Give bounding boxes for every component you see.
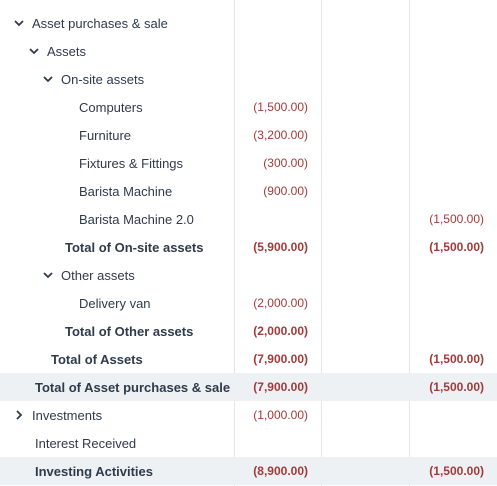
- cell-value[interactable]: (3,200.00): [253, 128, 308, 142]
- table-row-delivery-van: [0, 289, 497, 317]
- cell-value[interactable]: (300.00): [263, 156, 308, 170]
- table-row-interest-received: [0, 429, 497, 457]
- row-label: On-site assets: [61, 71, 145, 87]
- table-row-total-assets: [0, 345, 497, 373]
- cell-value[interactable]: (1,500.00): [429, 240, 484, 254]
- table-row-barista-machine: [0, 177, 497, 205]
- row-label[interactable]: Fixtures & Fittings: [79, 155, 184, 171]
- cell-value[interactable]: (1,500.00): [429, 464, 484, 478]
- row-label: Investments: [32, 407, 103, 423]
- table-row-total-asset-purchases-sale: [0, 373, 497, 401]
- row-label[interactable]: Computers: [79, 99, 143, 115]
- cell-value[interactable]: (1,500.00): [253, 100, 308, 114]
- table-row-asset-purchases-sale: [0, 9, 497, 37]
- table-row-furniture: [0, 121, 497, 149]
- row-label: Investing Activities: [35, 463, 153, 479]
- table-row-computers: [0, 93, 497, 121]
- cell-value[interactable]: (1,500.00): [429, 212, 484, 226]
- cell-value[interactable]: (2,000.00): [253, 296, 308, 310]
- chevron-down-icon[interactable]: [41, 72, 55, 86]
- cell-value[interactable]: (2,000.00): [253, 324, 308, 338]
- table-row-investing-activities: [0, 457, 497, 485]
- table-row-fixtures-fittings: [0, 149, 497, 177]
- row-label: Asset purchases & sale: [32, 15, 168, 31]
- row-label: Other assets: [61, 267, 135, 283]
- table-row-investments: [0, 401, 497, 429]
- chevron-down-icon[interactable]: [41, 268, 55, 282]
- cell-value[interactable]: (1,500.00): [429, 380, 484, 394]
- table-row-other-assets: [0, 261, 497, 289]
- group-toggle-investments[interactable]: [12, 401, 102, 429]
- table-row-assets: [0, 37, 497, 65]
- cell-value[interactable]: (900.00): [263, 184, 308, 198]
- chevron-down-icon[interactable]: [27, 44, 41, 58]
- table-row-on-site-assets: [0, 65, 497, 93]
- row-label[interactable]: Interest Received: [35, 435, 137, 451]
- cell-value[interactable]: (8,900.00): [253, 464, 308, 478]
- table-row-barista-machine-2: [0, 205, 497, 233]
- table-row-total-other-assets: [0, 317, 497, 345]
- group-toggle-assets[interactable]: [27, 37, 86, 65]
- cell-value[interactable]: (1,500.00): [429, 352, 484, 366]
- row-label[interactable]: Delivery van: [79, 295, 151, 311]
- chevron-right-icon[interactable]: [12, 408, 26, 422]
- group-toggle-on-site-assets[interactable]: [41, 65, 144, 93]
- cell-value[interactable]: (7,900.00): [253, 380, 308, 394]
- row-label: Total of On-site assets: [65, 239, 204, 255]
- row-label: Total of Asset purchases & sale: [35, 379, 231, 395]
- row-label[interactable]: Barista Machine 2.0: [79, 211, 194, 227]
- table-row-total-on-site-assets: [0, 233, 497, 261]
- row-label: Total of Other assets: [65, 323, 194, 339]
- group-toggle-asset-purchases-sale[interactable]: [12, 9, 168, 37]
- row-label: Assets: [47, 43, 87, 59]
- group-toggle-other-assets[interactable]: [41, 261, 135, 289]
- row-label[interactable]: Furniture: [79, 127, 132, 143]
- row-label[interactable]: Barista Machine: [79, 183, 173, 199]
- row-label: Total of Assets: [51, 351, 143, 367]
- cell-value[interactable]: (5,900.00): [253, 240, 308, 254]
- cell-value[interactable]: (1,000.00): [253, 408, 308, 422]
- chevron-down-icon[interactable]: [12, 16, 26, 30]
- cell-value[interactable]: (7,900.00): [253, 352, 308, 366]
